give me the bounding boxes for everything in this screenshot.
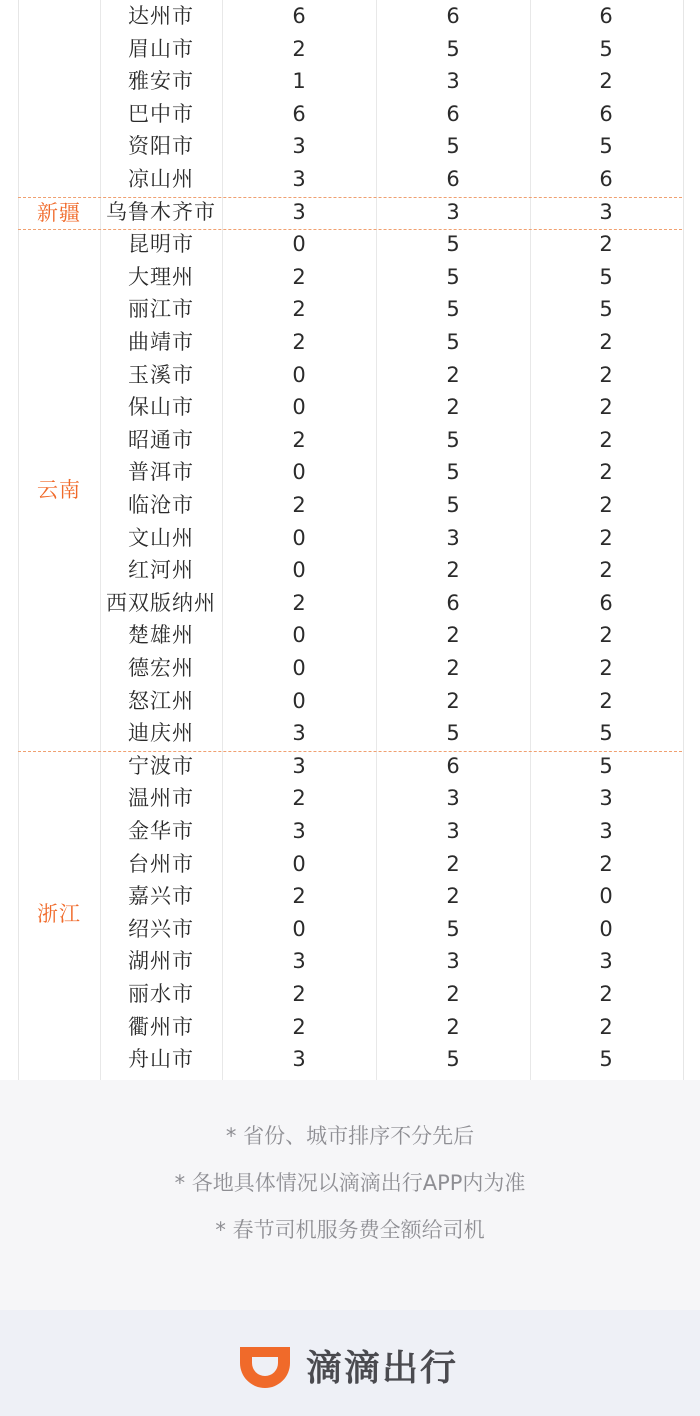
value-c: 5	[599, 264, 613, 289]
value-b: 5	[446, 264, 460, 289]
city-name: 舟山市	[128, 1047, 194, 1072]
city-name: 雅安市	[128, 69, 194, 94]
value-c: 2	[599, 851, 613, 876]
value-a: 2	[292, 1014, 306, 1039]
table-row	[0, 261, 700, 294]
value-a: 0	[292, 851, 306, 876]
table-row	[0, 391, 700, 424]
city-name: 眉山市	[128, 36, 194, 61]
table-row	[0, 652, 700, 685]
value-c: 2	[599, 395, 613, 420]
value-c: 2	[599, 362, 613, 387]
value-c: 2	[599, 493, 613, 517]
city-name: 保山市	[128, 395, 194, 420]
province-label: 云南	[37, 477, 81, 502]
value-c: 5	[599, 721, 613, 746]
footnotes	[0, 1080, 700, 1310]
table-row	[0, 815, 700, 848]
city-name: 临沧市	[128, 493, 194, 517]
value-a: 3	[292, 949, 306, 974]
value-b: 2	[446, 982, 460, 1006]
value-c: 5	[599, 753, 613, 778]
value-a: 2	[292, 36, 306, 61]
value-b: 2	[446, 656, 460, 680]
value-a: 2	[292, 884, 306, 909]
table-row	[0, 228, 700, 261]
value-a: 2	[292, 493, 306, 517]
table-row	[0, 782, 700, 815]
value-c: 3	[599, 199, 613, 224]
value-a: 3	[292, 1047, 306, 1072]
value-a: 0	[292, 558, 306, 583]
value-b: 5	[446, 297, 460, 322]
value-b: 3	[446, 819, 460, 843]
value-a: 2	[292, 330, 306, 354]
note-app: * 各地具体情况以滴滴出行APP内为准	[174, 1171, 526, 1195]
table-row	[0, 554, 700, 587]
table-row	[0, 685, 700, 718]
value-b: 2	[446, 623, 460, 648]
value-a: 2	[292, 786, 306, 811]
value-a: 3	[292, 819, 306, 843]
table-row	[0, 978, 700, 1011]
city-name: 丽水市	[128, 982, 194, 1006]
value-a: 2	[292, 427, 306, 452]
value-a: 0	[292, 362, 306, 387]
value-c: 2	[599, 1014, 613, 1039]
value-c: 2	[599, 656, 613, 680]
city-name: 达州市	[128, 4, 194, 28]
city-name: 楚雄州	[128, 623, 194, 648]
city-name: 台州市	[128, 851, 194, 876]
value-b: 5	[446, 721, 460, 746]
city-name: 丽江市	[128, 297, 194, 322]
value-b: 3	[446, 199, 460, 224]
value-c: 6	[599, 4, 613, 28]
footer-bar	[0, 1310, 700, 1416]
value-c: 2	[599, 688, 613, 713]
note-service-fee: * 春节司机服务费全额给司机	[215, 1218, 485, 1242]
table-row	[0, 130, 700, 163]
table-row	[0, 424, 700, 457]
value-c: 5	[599, 1047, 613, 1072]
city-name: 巴中市	[128, 101, 194, 126]
value-c: 2	[599, 623, 613, 648]
city-name: 宁波市	[128, 753, 194, 778]
city-name: 大理州	[128, 264, 194, 289]
city-name: 绍兴市	[128, 916, 194, 941]
value-b: 3	[446, 69, 460, 94]
value-c: 0	[599, 916, 613, 941]
value-c: 2	[599, 330, 613, 354]
table-row	[0, 359, 700, 392]
table-row	[0, 619, 700, 652]
value-b: 2	[446, 1014, 460, 1039]
value-a: 3	[292, 134, 306, 159]
brand-logo	[236, 1340, 458, 1390]
value-a: 2	[292, 982, 306, 1006]
value-b: 2	[446, 362, 460, 387]
city-name: 凉山州	[128, 167, 194, 191]
value-a: 3	[292, 167, 306, 191]
brand-name: 滴滴出行	[306, 1347, 459, 1389]
city-name: 西双版纳州	[106, 590, 216, 615]
value-c: 6	[599, 101, 613, 126]
province-label: 新疆	[37, 200, 81, 225]
value-a: 3	[292, 753, 306, 778]
table-row	[0, 880, 700, 913]
table-row	[0, 945, 700, 978]
city-name: 曲靖市	[128, 330, 194, 354]
value-b: 3	[446, 786, 460, 811]
value-b: 3	[446, 949, 460, 974]
value-c: 2	[599, 460, 613, 485]
table-row	[0, 293, 700, 326]
didi-logo-icon	[236, 1341, 294, 1389]
city-name: 普洱市	[128, 460, 194, 485]
city-name: 怒江州	[128, 688, 194, 713]
value-b: 3	[446, 525, 460, 550]
value-c: 2	[599, 232, 613, 257]
city-name: 迪庆州	[128, 721, 194, 746]
table-row	[0, 1043, 700, 1076]
value-a: 0	[292, 460, 306, 485]
table-row	[0, 65, 700, 98]
value-c: 3	[599, 786, 613, 811]
table-row	[0, 717, 700, 750]
city-name: 昆明市	[128, 232, 194, 257]
value-c: 2	[599, 558, 613, 583]
value-a: 0	[292, 395, 306, 420]
value-a: 6	[292, 4, 306, 28]
city-name: 资阳市	[128, 134, 194, 159]
city-name: 乌鲁木齐市	[106, 199, 216, 224]
value-a: 0	[292, 525, 306, 550]
city-name: 金华市	[128, 819, 194, 843]
value-c: 6	[599, 167, 613, 191]
value-b: 5	[446, 36, 460, 61]
city-name: 红河州	[128, 558, 194, 583]
value-a: 3	[292, 199, 306, 224]
value-a: 0	[292, 688, 306, 713]
city-name: 衢州市	[128, 1014, 194, 1039]
table-row	[0, 750, 700, 783]
value-b: 5	[446, 330, 460, 354]
province-label: 浙江	[37, 901, 81, 926]
value-b: 5	[446, 460, 460, 485]
table-row	[0, 326, 700, 359]
value-a: 3	[292, 721, 306, 746]
value-b: 6	[446, 101, 460, 126]
value-b: 5	[446, 232, 460, 257]
value-a: 2	[292, 590, 306, 615]
value-c: 5	[599, 297, 613, 322]
value-a: 2	[292, 297, 306, 322]
table-row	[0, 522, 700, 555]
value-c: 0	[599, 884, 613, 909]
value-b: 6	[446, 167, 460, 191]
table-row	[0, 1011, 700, 1044]
table-row	[0, 196, 700, 229]
value-a: 0	[292, 232, 306, 257]
table-row	[0, 848, 700, 881]
value-b: 2	[446, 851, 460, 876]
value-b: 5	[446, 916, 460, 941]
value-b: 5	[446, 134, 460, 159]
value-a: 1	[292, 69, 306, 94]
value-b: 2	[446, 688, 460, 713]
value-c: 2	[599, 525, 613, 550]
city-name: 昭通市	[128, 427, 194, 452]
value-a: 0	[292, 623, 306, 648]
value-a: 2	[292, 264, 306, 289]
city-name: 温州市	[128, 786, 194, 811]
value-b: 6	[446, 4, 460, 28]
table-row	[0, 913, 700, 946]
value-b: 5	[446, 1047, 460, 1072]
value-b: 6	[446, 753, 460, 778]
value-b: 5	[446, 493, 460, 517]
value-b: 2	[446, 558, 460, 583]
table-row	[0, 163, 700, 196]
value-a: 6	[292, 101, 306, 126]
value-c: 2	[599, 982, 613, 1006]
table-row	[0, 33, 700, 66]
table-row	[0, 489, 700, 522]
value-b: 2	[446, 884, 460, 909]
city-name: 玉溪市	[128, 362, 194, 387]
table-row	[0, 98, 700, 131]
value-a: 0	[292, 656, 306, 680]
table-row	[0, 0, 700, 33]
value-b: 6	[446, 590, 460, 615]
value-c: 3	[599, 949, 613, 974]
value-c: 5	[599, 36, 613, 61]
city-name: 湖州市	[128, 949, 194, 974]
city-name: 德宏州	[128, 656, 194, 680]
note-ranking: * 省份、城市排序不分先后	[225, 1124, 475, 1148]
table-row	[0, 587, 700, 620]
value-b: 2	[446, 395, 460, 420]
value-c: 5	[599, 134, 613, 159]
city-name: 嘉兴市	[128, 884, 194, 909]
value-c: 2	[599, 69, 613, 94]
table-row	[0, 456, 700, 489]
value-c: 6	[599, 590, 613, 615]
value-c: 2	[599, 427, 613, 452]
value-a: 0	[292, 916, 306, 941]
city-name: 文山州	[128, 525, 194, 550]
value-c: 3	[599, 819, 613, 843]
value-b: 5	[446, 427, 460, 452]
